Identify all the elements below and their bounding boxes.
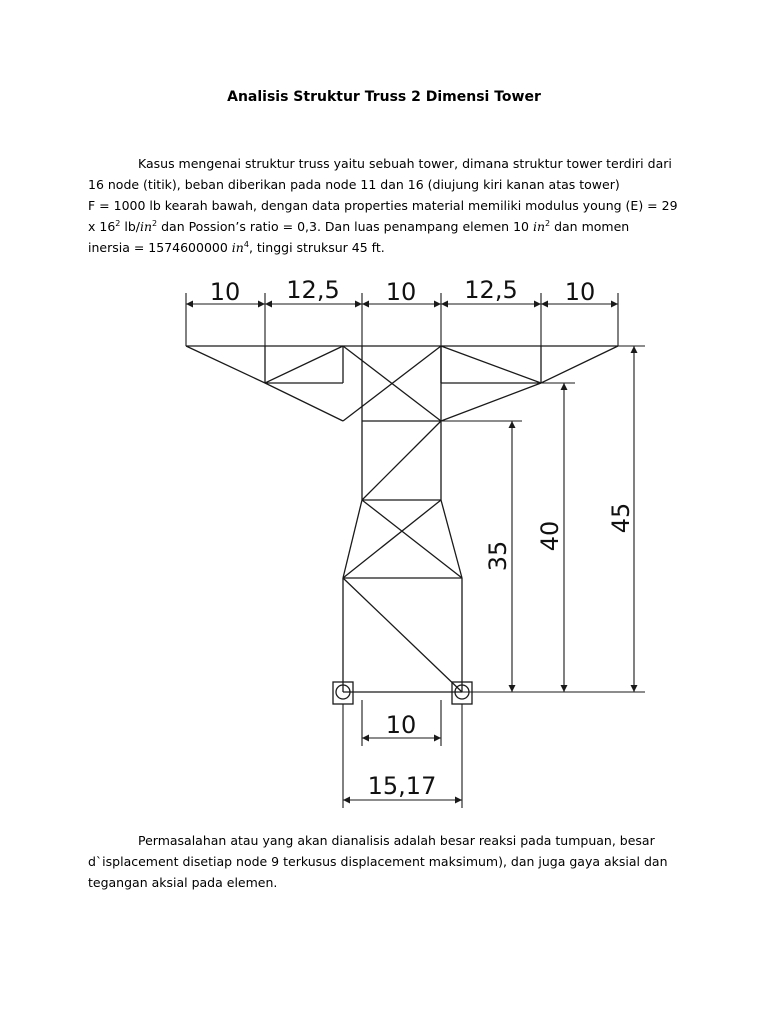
intro-line-1: Kasus mengenai struktur truss yaitu sebuah tower, dimana struktur tower terdiri dari [138,156,672,171]
conclusion-line-2: d`isplacement disetiap node 9 terkusus displacement maksimum), dan juga gaya aksial dan [88,854,668,869]
dim-top-2: 12,5 [286,276,340,304]
dim-base-15-17: 15,17 [367,772,437,800]
conclusion-line-1: Permasalahan atau yang akan dianalisis adalah besar reaksi pada tumpuan, besar [138,833,655,848]
dim-height-45: 45 [607,502,635,534]
intro-line-5: inersia = 1574600000 $in^4$, tinggi struksur 45 ft. [88,239,385,255]
intro-line-4: x $16^2$ $lb/in^2$ dan Possion’s ratio = 0,3. Dan luas penampang elemen 10 $in^2$ dan momen [88,218,630,234]
dim-height-35: 35 [484,540,512,572]
page-title: Analisis Struktur Truss 2 Dimensi Tower [227,89,541,105]
conclusion-line-3: tegangan aksial pada elemen. [88,875,278,890]
support-left [333,682,353,704]
dim-top-3: 10 [385,278,417,306]
intro-line-3: F = 1000 lb kearah bawah, dengan data properties material memiliki modulus young (E) = 29 [88,198,678,213]
dimension-labels [210,276,635,800]
dim-top-5: 10 [564,278,596,306]
dim-base-10: 10 [385,711,417,739]
dim-height-40: 40 [536,520,564,552]
dim-top-4: 12,5 [464,276,518,304]
intro-line-2: 16 node (titik), beban diberikan pada node 11 dan 16 (diujung kiri kanan atas tower) [88,177,620,192]
conclusion-paragraph [88,830,694,893]
dim-top-1: 10 [209,278,241,306]
truss-members [186,346,618,692]
